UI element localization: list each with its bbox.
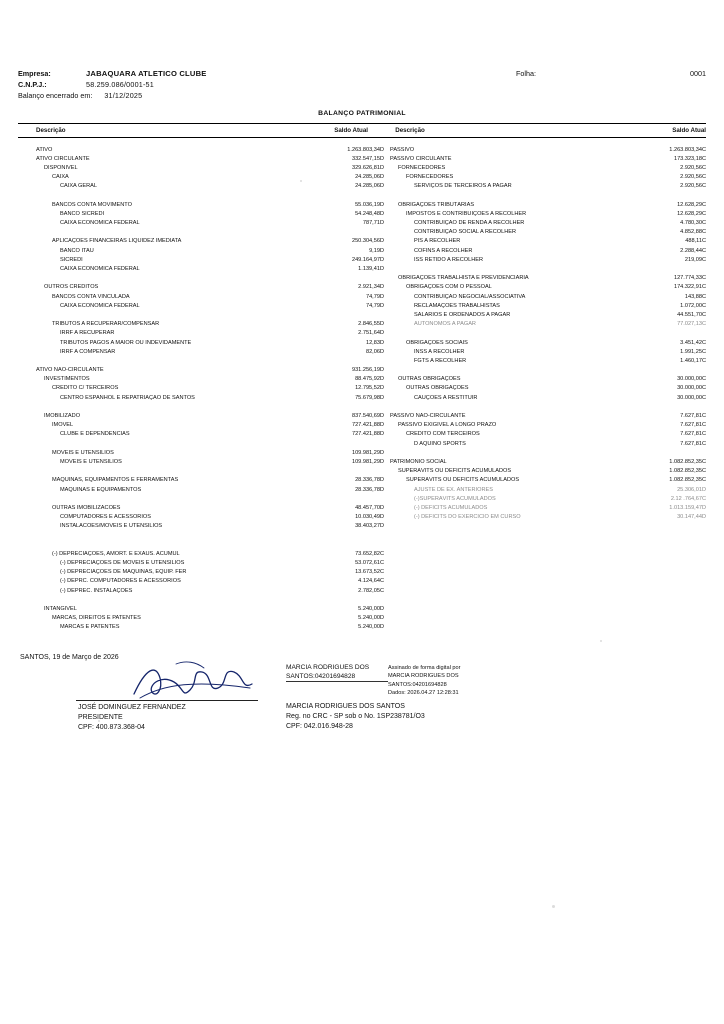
ledger-row-value: 4.780,30C — [680, 220, 706, 227]
ledger-row-value: 4.852,88C — [680, 229, 706, 236]
period-value: 31/12/2025 — [104, 91, 143, 100]
ledger-row-value: 2.920,56C — [680, 164, 706, 171]
ledger-row — [18, 246, 384, 255]
signature-area — [18, 654, 706, 744]
ledger-row-value: 74,79D — [365, 302, 384, 309]
ledger-row-value: 48.457,70D — [355, 504, 384, 511]
ledger-row — [18, 393, 384, 402]
ledger-row — [384, 439, 706, 448]
ledger-row-label: SUPERÁVITS OU DÉFICITS ACUMULADOS — [398, 468, 512, 475]
ledger-row — [18, 163, 384, 172]
ledger-row-label: IRRF A RECUPERAR — [60, 330, 115, 337]
ledger-row-value: 74,79D — [365, 293, 384, 300]
ledger-row — [18, 411, 384, 420]
ledger-row-label: (-) DEPRECIAÇÕES DE MÓVEIS E UTENSÍLIOS — [60, 560, 185, 567]
ledger-row — [384, 209, 706, 218]
accountant-name: MARCIA RODRIGUES DOS SANTOS — [286, 702, 405, 710]
ledger-row-value: 38.403,27D — [355, 523, 384, 530]
ledger-row-value: 7.627,81C — [680, 413, 706, 420]
ledger-row-label: OBRIGAÇÕES SOCIAIS — [406, 339, 468, 346]
ledger-row — [18, 219, 384, 228]
ledger-row-value: 4.124,64C — [358, 578, 384, 585]
ledger-row — [18, 182, 384, 191]
row-spacer — [18, 402, 384, 411]
ledger-row — [384, 467, 706, 476]
company-label: Empresa: — [18, 69, 51, 78]
ledger-row-value: 1.082.852,35C — [669, 477, 706, 484]
ledger-row-value: 249.164,97D — [351, 256, 384, 263]
scan-speckle — [552, 905, 555, 908]
period-row — [18, 90, 706, 101]
ledger-row — [18, 604, 384, 613]
ledger-row-label: FGTS A RECOLHER — [414, 357, 467, 364]
digital-signature-name-text: MARCIA RODRIGUES DOS SANTOS:04201694828 — [286, 664, 388, 682]
ledger-row-value: 727.421,88D — [351, 422, 384, 429]
ledger-row-label: TRIBUTOS A RECUPERAR/COMPENSAR — [52, 321, 160, 328]
ledger-row-value: 9,19D — [369, 247, 384, 254]
ledger-row-value: 2.782,05C — [358, 587, 384, 594]
ledger-row-value: 174.322,91C — [673, 284, 706, 291]
ledger-row-value: 488,11C — [685, 238, 706, 245]
ledger-row-value: 1.991,25C — [680, 348, 706, 355]
ledger-row-value: 1.263.803,34C — [669, 146, 706, 153]
page-value: 0001 — [690, 69, 706, 78]
ledger-row — [384, 219, 706, 228]
ledger-row-value: 2.920,56C — [680, 183, 706, 190]
ledger-row-value: 25.306,01D — [677, 486, 706, 493]
ledger-row-label: CENTRO ESPANHOL E REPATRIAÇÃO DE SANTOS — [60, 394, 195, 401]
signer-cpf: CPF: 400.873.368-04 — [78, 723, 145, 731]
ledger-row-label: PASSIVO EXIGÍVEL A LONGO PRAZO — [398, 422, 497, 429]
document-title: BALANÇO PATRIMONIAL — [318, 110, 406, 117]
ledger-row-value: 12.628,29C — [677, 201, 706, 208]
ledger-row — [384, 347, 706, 356]
ledger-row — [384, 384, 706, 393]
ledger-row-value: 1.460,17C — [680, 357, 706, 364]
ledger-row-value: 5.240,00D — [358, 624, 384, 631]
accountant-cpf: CPF: 042.016.948-28 — [286, 722, 353, 730]
ledger-row-value: 5.240,00D — [358, 615, 384, 622]
cnpj-row — [18, 79, 706, 90]
row-spacer — [18, 595, 384, 604]
ledger-row-label: SERVIÇOS DE TERCEIROS A PAGAR — [414, 183, 512, 190]
ledger-row — [18, 366, 384, 375]
ledger-row-value: 28.336,78D — [355, 486, 384, 493]
ledger-row-value: 173.323,18C — [673, 155, 706, 162]
ledger-row — [18, 347, 384, 356]
ledger-row-value: 1.082.852,35C — [669, 468, 706, 475]
digital-signature-line1: Assinado de forma digital por — [388, 664, 461, 671]
ledger-row — [384, 145, 706, 154]
ledger-row — [384, 182, 706, 191]
row-spacer — [384, 264, 706, 273]
ledger-row-value: 219,09C — [684, 256, 706, 263]
row-spacer — [384, 448, 706, 457]
ledger-row-value: 727.421,88D — [351, 431, 384, 438]
ledger-row-value: 12,83D — [365, 339, 384, 346]
ledger-row-label: CRÉDITO C/ TERCEIROS — [52, 385, 119, 392]
ledger-row-label: AJUSTE DE EX. ANTERIORES — [414, 486, 493, 493]
ledger-row — [18, 448, 384, 457]
row-spacer — [384, 366, 706, 375]
ledger-row — [18, 145, 384, 154]
ledger-row-label: (-) DEPRECIAÇÕES, AMORT. E EXAUS. ACUMUL — [52, 550, 180, 557]
ledger-row-label: COFINS A RECOLHER — [414, 247, 473, 254]
ledger-row-value: 73.652,82C — [355, 550, 384, 557]
digital-signature-line2: MARCIA RODRIGUES DOS — [388, 673, 459, 680]
ledger-row — [18, 586, 384, 595]
ledger-row-value: 24.285,06D — [355, 174, 384, 181]
ledger-row-value: 250.304,56D — [351, 238, 384, 245]
row-spacer — [384, 329, 706, 338]
ledger-row-label: BANCO SICREDI — [60, 210, 105, 217]
ledger-row-label: SALÁRIOS E ORDENADOS A PAGAR — [414, 311, 511, 318]
ledger-row — [18, 338, 384, 347]
ledger-row-value: 30.000,00C — [677, 376, 706, 383]
ledger-row-value: 2.12 .764,67C — [670, 495, 706, 502]
ledger-row-value: 30.000,00C — [677, 385, 706, 392]
row-spacer — [18, 494, 384, 503]
ledger-row — [384, 421, 706, 430]
ledger-row — [384, 292, 706, 301]
row-spacer — [18, 228, 384, 237]
ledger-row — [384, 356, 706, 365]
ledger-row-label: OBRIGAÇÕES TRABALHISTA E PREVIDENCIÁRIA — [398, 275, 529, 282]
ledger-row-label: MARCAS, DIREITOS E PATENTES — [52, 615, 141, 622]
ledger-row-label: CONTRIBUIÇÃO SOCIAL A RECOLHER — [414, 229, 517, 236]
ledger-row-label: (-) DEPREC. INSTALAÇÕES — [60, 587, 133, 594]
row-spacer — [384, 402, 706, 411]
ledger-row — [18, 283, 384, 292]
ledger-row-label: OUTROS CRÉDITOS — [44, 284, 99, 291]
ledger-row-label: FORNECEDORES — [398, 164, 446, 171]
ledger-row-label: CRÉDITO COM TERCEIROS — [406, 431, 480, 438]
ledger-row — [18, 264, 384, 273]
ledger-row — [384, 393, 706, 402]
ledger-row-value: 329.626,81D — [351, 164, 384, 171]
ledger-row-value: 2.288,44C — [680, 247, 706, 254]
ledger-row-label: OUTRAS OBRIGAÇÕES — [406, 385, 469, 392]
digital-signature-name — [286, 664, 388, 682]
ledger-row — [18, 292, 384, 301]
ledger-row-value: 1.013.159,47D — [669, 504, 706, 511]
header-balance-right: Saldo Atual — [672, 127, 706, 134]
ledger-row-label: PASSIVO — [390, 146, 415, 153]
ledger-row-label: IMÓVEL — [52, 422, 74, 429]
ledger-row-label: CONTRIBUIÇÃO DE RENDA A RECOLHER — [414, 220, 525, 227]
ledger-row — [384, 154, 706, 163]
ledger-row — [384, 255, 706, 264]
ledger-row-value: 931.256,19D — [351, 367, 384, 374]
ledger-row-value: 12.795,52D — [355, 385, 384, 392]
digital-signature-details — [388, 664, 520, 698]
ledger-row-label: (-)SUPERÁVITS ACUMULADOS — [414, 495, 496, 502]
ledger-row — [384, 283, 706, 292]
ledger-row-label: CONTRIBUIÇÃO NEGOCIAL/ASSOCIATIVA — [414, 293, 526, 300]
ledger-row — [384, 494, 706, 503]
signer-role: PRESIDENTE — [78, 713, 123, 721]
document-header — [18, 68, 706, 101]
ledger-row-value: 127.774,33C — [673, 275, 706, 282]
ledger-row-value: 30.147,44D — [677, 514, 706, 521]
ledger-row — [384, 476, 706, 485]
ledger-row-label: OUTRAS OBRIGAÇÕES — [398, 376, 461, 383]
ledger-row — [18, 320, 384, 329]
ledger-row — [18, 558, 384, 567]
ledger-row-label: PASSIVO NÃO-CIRCULANTE — [390, 413, 466, 420]
ledger-row-label: OBRIGAÇÕES TRIBUTÁRIAS — [398, 201, 475, 208]
ledger-row-label: FORNECEDORES — [406, 174, 454, 181]
signature-date: SANTOS, 19 de Março de 2026 — [20, 653, 119, 661]
ledger-row — [18, 577, 384, 586]
ledger-row — [384, 375, 706, 384]
balance-body — [18, 145, 706, 632]
ledger-row-label: ATIVO NÃO-CIRCULANTE — [36, 367, 104, 374]
ledger-row — [18, 513, 384, 522]
ledger-row — [18, 476, 384, 485]
ledger-row-label: MÁQUINAS E EQUIPAMENTOS — [60, 486, 142, 493]
ledger-row-value: 54.248,48D — [355, 210, 384, 217]
ledger-row — [18, 237, 384, 246]
ledger-row-label: APLICAÇÕES FINANCEIRAS LIQUIDEZ IMEDIATA — [52, 238, 182, 245]
ledger-row-value: 82,06D — [365, 348, 384, 355]
ledger-row-label: D AQUINO SPORTS — [414, 440, 466, 447]
page-label: Folha: — [516, 69, 536, 78]
ledger-row-label: ISS RETIDO A RECOLHER — [414, 256, 484, 263]
ledger-row-label: CAIXA — [52, 174, 69, 181]
ledger-row-label: SUPERÁVITS OU DÉFICITS ACUMULADOS — [406, 477, 520, 484]
ledger-row-label: (-) DÉFICITS DO EXERCÍCIO EM CURSO — [414, 514, 521, 521]
ledger-row-value: 2.920,56C — [680, 174, 706, 181]
ledger-row-label: INSS A RECOLHER — [414, 348, 465, 355]
ledger-row — [384, 228, 706, 237]
ledger-row — [18, 200, 384, 209]
ledger-row-value: 30.000,00C — [677, 394, 706, 401]
ledger-row — [384, 163, 706, 172]
ledger-row — [384, 246, 706, 255]
ledger-row — [18, 549, 384, 558]
ledger-row — [18, 384, 384, 393]
ledger-row-label: PASSIVO CIRCULANTE — [390, 155, 452, 162]
ledger-row — [384, 274, 706, 283]
ledger-row-value: 1.263.803,34D — [347, 146, 384, 153]
ledger-row-value: 109.981,29D — [351, 449, 384, 456]
ledger-row — [384, 338, 706, 347]
ledger-row-value: 44.551,70C — [677, 311, 706, 318]
ledger-row — [18, 457, 384, 466]
header-description-left: Descrição — [36, 127, 66, 134]
ledger-row-label: CAIXA ECONÔMICA FEDERAL — [60, 220, 140, 227]
ledger-row-value: 3.451,42C — [680, 339, 706, 346]
ledger-row — [18, 522, 384, 531]
ledger-row-label: INVESTIMENTOS — [44, 376, 90, 383]
ledger-row-label: DISPONÍVEL — [44, 164, 78, 171]
ledger-row-label: PIS A RECOLHER — [414, 238, 461, 245]
ledger-row-label: OUTRAS IMOBILIZACOES — [52, 504, 121, 511]
digital-signature-line4: Dados: 2026.04.27 12:28:31 — [388, 690, 459, 697]
ledger-row-label: OBRIGAÇÕES COM O PESSOAL — [406, 284, 492, 291]
ledger-row-label: INTANGÍVEL — [44, 605, 77, 612]
ledger-row-value: 77.027,13C — [677, 321, 706, 328]
ledger-row — [18, 301, 384, 310]
ledger-row-value: 332.547,15D — [351, 155, 384, 162]
table-column-headers — [18, 123, 706, 138]
ledger-row-label: TRIBUTOS PAGOS A MAIOR OU INDEVIDAMENTE — [60, 339, 192, 346]
signer-info — [78, 703, 186, 733]
ledger-row-label: CAIXA ECONOMICA FEDERAL — [60, 302, 140, 309]
ledger-row-value: 1.139,41D — [358, 266, 384, 273]
row-spacer — [18, 467, 384, 476]
header-description-right: Descrição — [395, 127, 425, 134]
row-spacer — [18, 540, 384, 549]
period-label: Balanço encerrado em: — [18, 91, 93, 100]
ledger-row-value: 55.036,19D — [355, 201, 384, 208]
balance-sheet — [18, 68, 706, 744]
ledger-row — [18, 614, 384, 623]
ledger-row — [384, 513, 706, 522]
ledger-row — [384, 503, 706, 512]
ledger-row-value: 7.627,81C — [680, 440, 706, 447]
ledger-row-value: 53.072,61C — [355, 560, 384, 567]
ledger-row — [18, 154, 384, 163]
ledger-row-label: PATRIMÔNIO SOCIAL — [390, 458, 447, 465]
ledger-row — [18, 568, 384, 577]
ledger-row — [384, 237, 706, 246]
ledger-row-value: 1.072,00C — [680, 302, 706, 309]
ledger-row — [384, 301, 706, 310]
ledger-row — [384, 200, 706, 209]
ledger-row-label: ATIVO CIRCULANTE — [36, 155, 90, 162]
ledger-row-value: 1.082.852,35C — [669, 458, 706, 465]
ledger-row — [18, 375, 384, 384]
row-spacer — [18, 274, 384, 283]
ledger-row — [384, 457, 706, 466]
ledger-row — [18, 430, 384, 439]
ledger-row-value: 143,88C — [684, 293, 706, 300]
ledger-row-label: BANCOS CONTA VINCULADA — [52, 293, 130, 300]
company-name: JABAQUARA ATLETICO CLUBE — [86, 69, 207, 78]
row-spacer — [384, 191, 706, 200]
ledger-row-label: BANCOS CONTA MOVIMENTO — [52, 201, 132, 208]
ledger-row-value: 837.540,69D — [351, 413, 384, 420]
ledger-row-label: MARCAS E PATENTES — [60, 624, 120, 631]
ledger-row — [18, 623, 384, 632]
ledger-row — [18, 173, 384, 182]
ledger-row-label: CAIXA GERAL — [60, 183, 97, 190]
ledger-row-label: (-) DÉFICITS ACUMULADOS — [414, 504, 488, 511]
ledger-row-label: ATIVO — [36, 146, 53, 153]
ledger-row-value: 5.240,00D — [358, 605, 384, 612]
ledger-row-value: 2.921,34D — [358, 284, 384, 291]
ledger-row — [384, 320, 706, 329]
ledger-row — [18, 329, 384, 338]
ledger-row-label: IMOBILIZADO — [44, 413, 81, 420]
ledger-row-value: 12.628,29C — [677, 210, 706, 217]
ledger-row-value: 75.679,98D — [355, 394, 384, 401]
ledger-row-label: SICREDI — [60, 256, 83, 263]
ledger-row-value: 13.673,52C — [355, 569, 384, 576]
ledger-row-value: 10.030,49D — [355, 514, 384, 521]
accountant-crc: Reg. no CRC - SP sob o No. 1SP238781/O3 — [286, 712, 425, 720]
ledger-row — [384, 310, 706, 319]
handwritten-signature — [130, 658, 256, 704]
ledger-row-value: 28.336,78D — [355, 477, 384, 484]
header-balance-left: Saldo Atual — [334, 127, 368, 134]
page-number-block — [516, 68, 706, 79]
ledger-row-label: BANCO ITAÚ — [60, 247, 94, 254]
ledger-row-label: COMPUTADORES E ACESSORIOS — [60, 514, 151, 521]
ledger-row — [18, 421, 384, 430]
ledger-row-label: (-) DEPRC. COMPUTADORES E ACESSÓRIOS — [60, 578, 181, 585]
row-spacer — [18, 439, 384, 448]
ledger-row — [384, 411, 706, 420]
ledger-row-label: IRRF A COMPENSAR — [60, 348, 116, 355]
ledger-row — [18, 209, 384, 218]
ledger-row-value: 787,71D — [362, 220, 384, 227]
ledger-row-value: 7.627,81C — [680, 422, 706, 429]
assets-column — [18, 145, 384, 632]
ledger-row — [18, 503, 384, 512]
row-spacer — [18, 191, 384, 200]
ledger-row-value: 109.981,29D — [351, 458, 384, 465]
accountant-info — [286, 702, 425, 732]
ledger-row-label: CAIXA ECONOMICA FEDERAL — [60, 266, 140, 273]
ledger-row-value: 2.846,55D — [358, 321, 384, 328]
ledger-row-label: INSTALACOES/MOVEIS E UTENSILIOS — [60, 523, 163, 530]
row-spacer — [18, 356, 384, 365]
signer-name: JOSÉ DOMINGUEZ FERNANDEZ — [78, 703, 186, 711]
ledger-row-label: CLUBE E DEPENDENCIAS — [60, 431, 130, 438]
ledger-row-label: (-) DEPRECIAÇÕES DE MÁQUINAS, EQUIP. FER — [60, 569, 187, 576]
ledger-row-value: 2.751,64D — [358, 330, 384, 337]
ledger-row-label: AUTONOMOS A PAGAR — [414, 321, 476, 328]
ledger-row — [384, 430, 706, 439]
digital-signature-line3: SANTOS:04201694828 — [388, 681, 447, 688]
ledger-row — [18, 485, 384, 494]
cnpj-label: C.N.P.J.: — [18, 80, 47, 89]
ledger-row-value: 7.627,81C — [680, 431, 706, 438]
ledger-row — [18, 255, 384, 264]
ledger-row-label: MÓVEIS E UTENSÍLIOS — [52, 449, 114, 456]
ledger-row-label: MÓVEIS E UTENSÍLIOS — [60, 458, 122, 465]
ledger-row-label: MÁQUINAS, EQUIPAMENTOS E FERRAMENTAS — [52, 477, 179, 484]
liabilities-column — [384, 145, 706, 632]
row-spacer — [18, 310, 384, 319]
cnpj-value: 58.259.086/0001-51 — [86, 80, 154, 89]
ledger-row-value: 24.285,06D — [355, 183, 384, 190]
ledger-row-value: 88.475,92D — [355, 376, 384, 383]
signature-rule — [76, 700, 258, 701]
ledger-row — [384, 485, 706, 494]
ledger-row-label: RECLAMAÇÕES TRABALHISTAS — [414, 302, 500, 309]
ledger-row-label: CAUÇÕES A RESTITUIR — [414, 394, 478, 401]
ledger-row — [384, 173, 706, 182]
row-spacer — [18, 531, 384, 540]
digital-signature-block — [286, 664, 526, 698]
ledger-row-label: IMPOSTOS E CONTRIBUIÇÕES A RECOLHER — [406, 210, 527, 217]
